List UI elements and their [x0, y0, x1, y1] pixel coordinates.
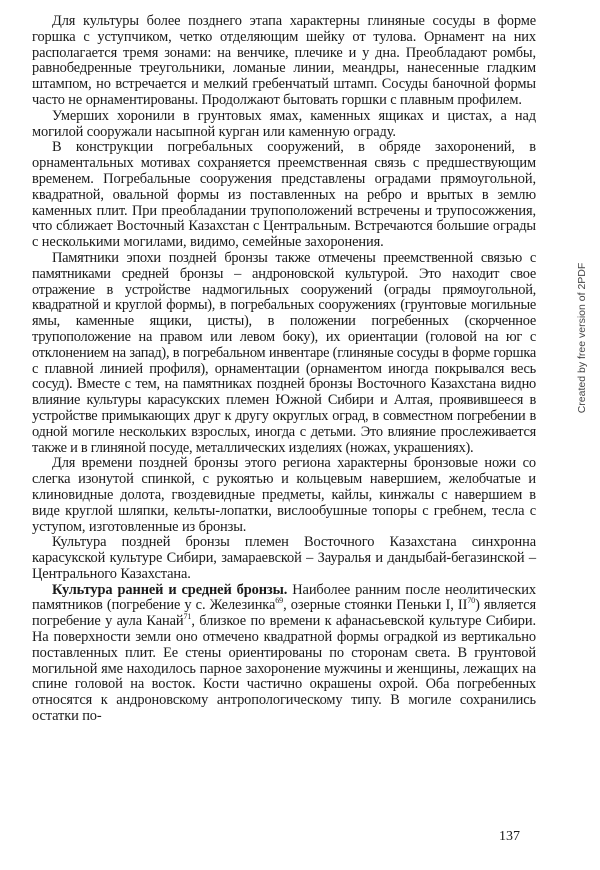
paragraph-early-middle-bronze [32, 583, 536, 725]
paragraph-late-culture-pottery: Для культуры более позднего этапа характерны глиняные сосуды в форме горшка с уступчиком, четко отделяющим шейку от тулова. Орнамент на них располагается тремя зонами: на венчике, плечике и у дна. Преобладают ромбы, равнобедренные треугольники, ломаные линии, меандры, нанесенные гладким штампом, но встречается и мелкий гребенчатый штамп. Сосуды баночной формы часто не орнаментированы. Продолжают бытовать горшки с плавным профилем. [32, 13, 536, 108]
page-body [32, 14, 536, 725]
paragraph-burial-structures: В конструкции погребальных сооружений, в обряде захоронений, в орнаментальных мотивах сохраняется преемственная связь с предшествующим временем. Погребальные сооружения представлены оградами прямоугольной, квадратной, овальной формы из поставленных на ребро и врытых в землю каменных плит. При преобладании трупоположений встречены и трупосожжения, что сближает Восточный Казахстан с Центральным. Встречаются большие ограды с несколькими могилами, видимо, семейные захоронения. [32, 139, 536, 251]
footnote-ref-70: 70 [467, 596, 476, 606]
paragraph-synchronism: Культура поздней бронзы племен Восточного Казахстана синхронна карасукской культуре Сибири, замараевской – Зауралья и дандыбай-бегазинской – Центрального Казахстана. [32, 534, 536, 582]
text-fragment: Наиболее ранним после неолитических памятников (погребение у с. Железинка [32, 581, 536, 614]
section-heading: Культура ранней и средней бронзы. [52, 581, 288, 598]
watermark-text: Created by free version of 2PDF [576, 262, 588, 414]
page-number: 137 [499, 829, 520, 844]
text-fragment: ) является погребение у аула Канай [32, 597, 537, 630]
text-fragment: , близкое по времени к афанасьевской культуре Сибири. На поверхности земли оно отмечено квадратной формы оградкой из вертикально поставленных плит. Ее стены ориентированы по сторонам света. В грунтовой могильной яме находилось парное захоронение мужчины и женщины, лежащих на спине головой на восток. Кости частично окрашены охрой. Оба погребенных относятся к андроновскому антропологическому типу. В могиле сохранились остатки по- [32, 613, 536, 725]
paragraph-burial-pits: Умерших хоронили в грунтовых ямах, каменных ящиках и цистах, а над могилой сооружали насыпной курган или каменную ограду. [32, 107, 536, 140]
text-fragment: , озерные стоянки Пеньки I, II [283, 597, 468, 614]
footnote-ref-69: 69 [275, 596, 284, 606]
paragraph-late-bronze-monuments: Памятники эпохи поздней бронзы также отмечены преемственной связью с памятниками средней бронзы – андроновской культурой. Это находит свое отражение в устройстве надмогильных сооружений (ограды прямоугольной, квадратной и круглой формы), в погребальных сооружениях (грунтовые могильные ямы, каменные ящики, цисты), в положении погребенных (скорченное трупоположение на правом или левом боку), их ориентации (головой на юг с отклонением на запад), в погребальном инвентаре (глиняные сосуды в форме горшка с плавной линией профиля), орнаментации (орнаментом иногда покрывался весь сосуд). Вместе с тем, на памятниках поздней бронзы Восточного Казахстана видно влияние культуры карасукских племен Южной Сибири и Алтая, проявившееся в устройстве примыкающих друг к другу округлых оград, в совместном погребении в одной могиле нескольких взрослых, иногда с детьми. Это влияние прослеживается также и в глиняной посуде, металлических изделиях (ножах, украшениях). [32, 249, 536, 456]
paragraph-bronze-tools: Для времени поздней бронзы этого региона характерны бронзовые ножи со слегка изонутой спинкой, с рукоятью и кольцевым навершием, желобчатые и клиновидные долота, гвоздевидные предметы, кайлы, кинжалы с навершием в виде круглой шляпки, кельты-лопатки, вислообушные топоры с гребнем, тесла с уступом, изготовленные из бронзы. [32, 455, 536, 535]
footnote-ref-71: 71 [183, 612, 192, 622]
